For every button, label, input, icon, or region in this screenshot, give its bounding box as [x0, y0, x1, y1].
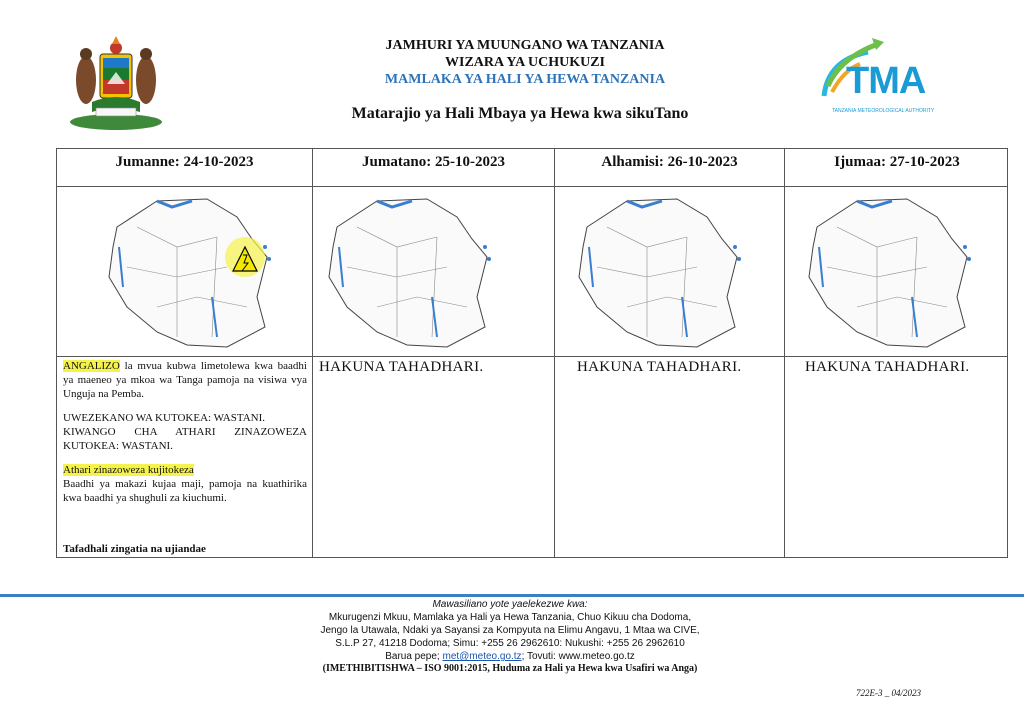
footer-contacts: Barua pepe; met@meteo.go.tz; Tovuti: www.meteo.go.tz	[385, 651, 635, 662]
no-warning-day-3: HAKUNA TAHADHARI.	[577, 359, 742, 375]
tanzania-map-icon	[97, 187, 297, 357]
forecast-table	[56, 148, 1008, 558]
tma-logo-text: TMA	[846, 60, 926, 102]
tanzania-map-icon	[317, 187, 517, 357]
coat-of-arms-icon	[62, 32, 170, 132]
tma-logo	[818, 34, 958, 118]
impacts-title: Athari zinazoweza kujitokeza	[63, 464, 194, 476]
footer-address-line-2: Jengo la Utawala, Ndaki ya Sayansi za Kompyuta na Elimu Angavu, 1 Mtaa wa CIVE,	[320, 625, 700, 636]
header-agency: MAMLAKA YA HALI YA HEWA TANZANIA	[384, 72, 666, 87]
day-1-warning-text	[63, 359, 307, 505]
page-title: Matarajio ya Hali Mbaya ya Hewa kwa sikuTano	[351, 105, 689, 122]
email-link[interactable]: met@meteo.go.tz	[442, 651, 522, 662]
impacts-text: Baadhi ya makazi kujaa maji, pamoja na kuathirika kwa baadhi ya shughuli za kiuchumi.	[63, 478, 307, 504]
day-header-2: Jumatano: 25-10-2023	[362, 154, 505, 170]
footer-certification: (IMETHIBITISHWA – ISO 9001:2015, Huduma za Hali ya Hewa kwa Usafiri wa Anga)	[322, 663, 698, 674]
day-header-4: Ijumaa: 27-10-2023	[834, 154, 960, 170]
tanzania-map-day-3	[567, 187, 767, 357]
footer-address-line-1: Mkurugenzi Mkuu, Mamlaka ya Hali ya Hewa Tanzania, Chuo Kikuu cha Dodoma,	[328, 612, 692, 623]
footer-divider	[0, 594, 1024, 597]
warning-description: la mvua kubwa limetolewa kwa baadhi ya maeneo ya mkoa wa Tanga pamoja na visiwa vya Unguja na Pemba.	[63, 360, 307, 400]
no-warning-day-4: HAKUNA TAHADHARI.	[805, 359, 970, 375]
document-code: 722E-3 _ 04/2023	[856, 688, 921, 698]
tanzania-map-day-4	[797, 187, 997, 357]
website-text: ; Tovuti: www.meteo.go.tz	[521, 651, 635, 662]
tma-logo-subtitle: TANZANIA METEOROLOGICAL AUTHORITY	[832, 108, 935, 114]
header-country: JAMHURI YA MUUNGANO WA TANZANIA	[385, 38, 665, 53]
header-ministry: WIZARA YA UCHUKUZI	[445, 55, 605, 70]
preparedness-notice: Tafadhali zingatia na ujiandae	[63, 543, 206, 555]
tanzania-map-day-2	[317, 187, 517, 357]
likelihood-text: UWEZEKANO WA KUTOKEA: WASTANI.	[63, 412, 265, 424]
day-header-3: Alhamisi: 26-10-2023	[601, 154, 738, 170]
footer-address-line-3: S.L.P 27, 41218 Dodoma; Simu: +255 26 2962610: Nukushi: +255 26 2962610	[335, 638, 685, 649]
tanzania-map-day-1	[97, 187, 297, 357]
day-header-1: Jumanne: 24-10-2023	[115, 154, 254, 170]
tanzania-map-icon	[797, 187, 997, 357]
tanzania-map-icon	[567, 187, 767, 357]
footer-contact-title: Mawasiliano yote yaelekezwe kwa:	[432, 599, 588, 610]
impact-level-text: KIWANGO CHA ATHARI ZINAZOWEZA KUTOKEA: WASTANI.	[63, 426, 307, 452]
no-warning-day-2: HAKUNA TAHADHARI.	[319, 359, 484, 375]
warning-label: ANGALIZO	[63, 360, 120, 372]
